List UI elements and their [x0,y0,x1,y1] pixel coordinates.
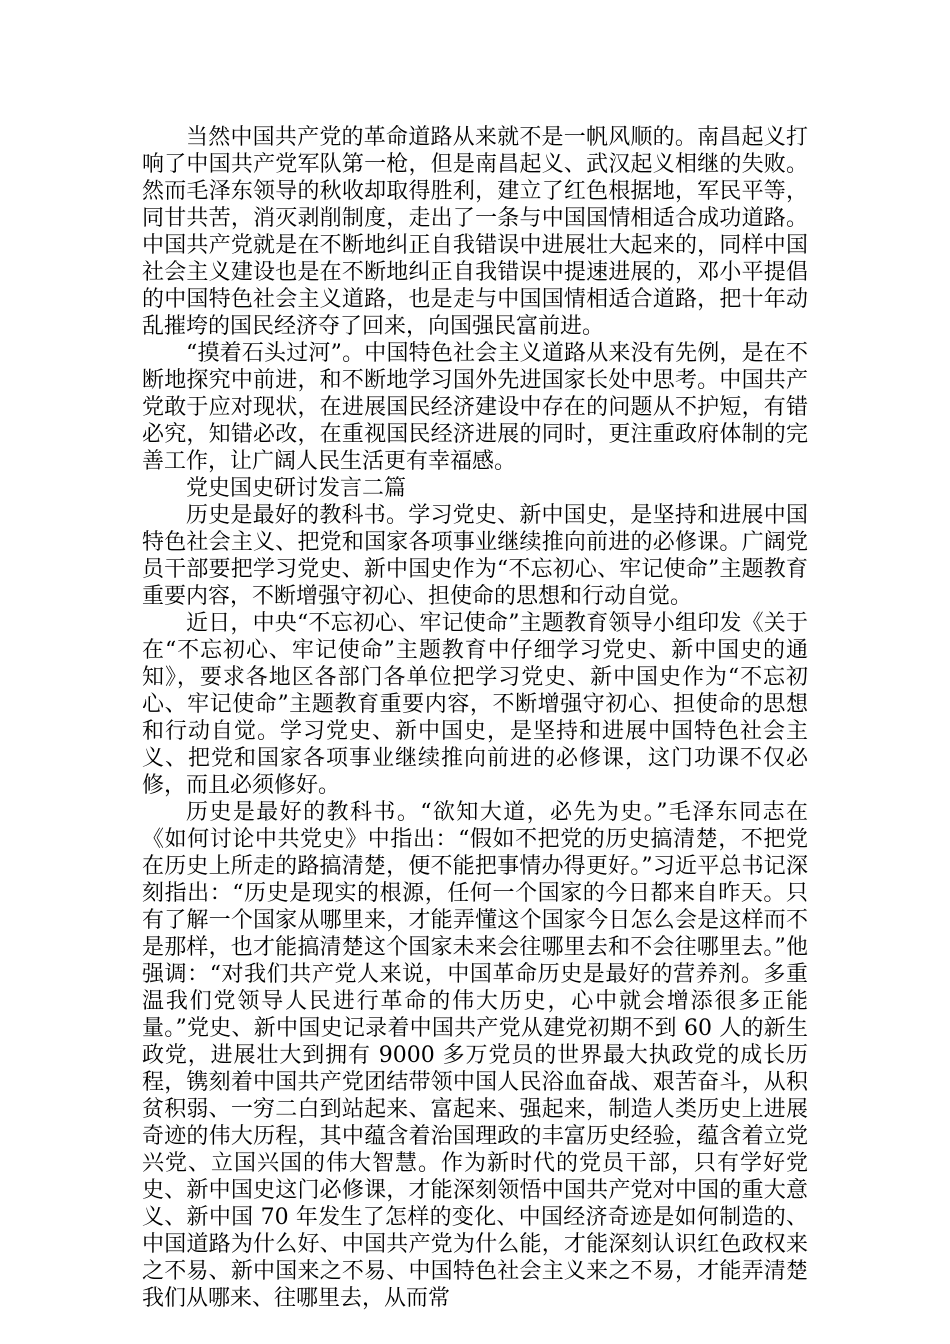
paragraph-history-best-textbook: 历史是最好的教科书。“欲知大道，必先为史。”毛泽东同志在《如何讨论中共党史》中指出：“假如不把党的历史搞清楚，不把党在历史上所走的路搞清楚，便不能把事情办得更好。”习近平总书记深刻指出：“历史是现实的根源，任何一个国家的今日都来自昨天。只有了解一个国家从哪里来，才能弄懂这个国家今日怎么会是这样而不是那样，也才能搞清楚这个国家未来会往哪里去和不会往哪里去。”他强调：“对我们共产党人来说，中国革命历史是最好的营养剂。多重温我们党领导人民进行革命的伟大历史，心中就会增添很多正能量。”党史、新中国史记录着中国共产党从建党初期不到 60 人的新生政党，进展壮大到拥有 9000 多万党员的世界最大执政党的成长历程，镌刻着中国共产党团结带领中国人民浴血奋战、艰苦奋斗，从积贫积弱、一穷二白到站起来、富起来、强起来，制造人类历史上进展奇迹的伟大历程，其中蕴含着治国理政的丰富历史经验，蕴含着立党兴党、立国兴国的伟大智慧。作为新时代的党员干部，只有学好党史、新中国史这门必修课，才能深刻领悟中国共产党对中国的重大意义、新中国 70 年发生了怎样的变化、中国经济奇迹是如何制造的、中国道路为什么好、中国共产党为什么能，才能深刻认识红色政权来之不易、新中国来之不易、中国特色社会主义来之不易，才能弄清楚我们从哪来、往哪里去，从而常 [142,800,808,1311]
paragraph-recent-notice: 近日，中央“不忘初心、牢记使命”主题教育领导小组印发《关于在“不忘初心、牢记使命”主题教育中仔细学习党史、新中国史的通知》，要求各地区各部门各单位把学习党史、新中国史作为“不忘初心、牢记使命”主题教育重要内容，不断增强守初心、担使命的思想和行动自觉。学习党史、新中国史，是坚持和进展中国特色社会主义、把党和国家各项事业继续推向前进的必修课，这门功课不仅必修，而且必须修好。 [142,611,808,798]
paragraph-crossing-river: “摸着石头过河”。中国特色社会主义道路从来没有先例，是在不断地探究中前进，和不断地学习国外先进国家长处中思考。中国共产党敢于应对现状，在进展国民经济建设中存在的问题从不护短，有错必究，知错必改，在重视国民经济进展的同时，更注重政府体制的完善工作，让广阔人民生活更有幸福感。 [142,341,808,474]
section-heading: 党史国史研讨发言二篇 [186,476,407,501]
paragraph-revolution-road: 当然中国共产党的革命道路从来就不是一帆风顺的。南昌起义打响了中国共产党军队第一枪，但是南昌起义、武汉起义相继的失败。然而毛泽东领导的秋收却取得胜利，建立了红色根据地，军民平等，同甘共苦，消灭剥削制度，走出了一条与中国国情相适合成功道路。中国共产党就是在不断地纠正自我错误中进展壮大起来的，同样中国社会主义建设也是在不断地纠正自我错误中提速进展的，邓小平提倡的中国特色社会主义道路，也是走与中国国情相适合道路，把十年动乱摧垮的国民经济夺了回来，向国强民富前进。 [142,125,808,339]
paragraph-history-textbook: 历史是最好的教科书。学习党史、新中国史，是坚持和进展中国特色社会主义、把党和国家各项事业继续推向前进的必修课。广阔党员干部要把学习党史、新中国史作为“不忘初心、牢记使命”主题教育重要内容，不断增强守初心、担使命的思想和行动自觉。 [142,503,808,609]
document-page [142,124,808,1312]
